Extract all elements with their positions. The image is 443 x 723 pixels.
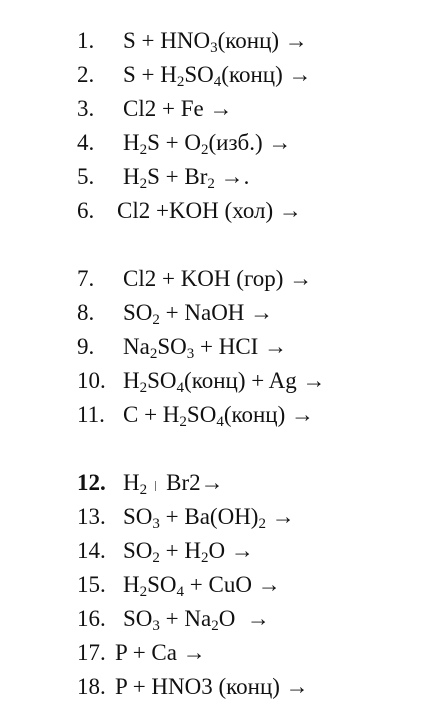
reaction-number: 14. (77, 538, 106, 563)
reaction-equation: $SO_3 + Na_2O$ → (123, 606, 270, 634)
reaction-equation: P + HNO3 (конц) → (115, 674, 309, 699)
reaction-number: 1. (77, 28, 95, 53)
reaction-row-11 (77, 400, 314, 430)
reaction-equation: $Na_2SO_3$ + HCI → (123, 334, 288, 362)
reaction-number: 18. (77, 674, 106, 699)
reaction-equation: Cl2 + KOH (гор) → (123, 266, 313, 291)
reaction-equation: P + Ca → (115, 640, 206, 665)
reaction-row-1 (77, 26, 308, 56)
reaction-row-14 (77, 536, 254, 566)
reaction-row-15 (77, 570, 281, 600)
reaction-row-18 (77, 672, 309, 702)
reaction-equation: $SO_2$ + NaOH → (123, 300, 274, 328)
reaction-number: 12. (77, 470, 106, 495)
reaction-number: 6. (77, 198, 95, 223)
reaction-number: 8. (77, 300, 95, 325)
reaction-equation: $H_2SO_4(конц) + Ag$ → (123, 368, 326, 396)
reaction-equation: $H_2S + O_2(изб.)$ → (123, 130, 292, 158)
reaction-row-9 (77, 332, 287, 362)
reaction-number: 9. (77, 334, 95, 359)
reaction-equation: $H_2SO_4$ + CuO → (123, 572, 281, 600)
reaction-equation: $H_2S + Br_2$ →. (123, 164, 250, 192)
reaction-row-13 (77, 502, 295, 532)
reaction-row-5 (77, 162, 249, 192)
reaction-number: 2. (77, 62, 95, 87)
reaction-equation: $S + HNO_3(конц)$ → (123, 28, 308, 56)
reaction-row-17 (77, 638, 206, 668)
reaction-row-7 (77, 264, 312, 294)
reaction-number: 16. (77, 606, 106, 631)
reaction-row-3 (77, 94, 232, 124)
reaction-equation: $SO_3 + Ba(OH)_2$ → (123, 504, 295, 532)
reaction-row-6 (77, 196, 302, 226)
reaction-row-2 (77, 60, 311, 90)
reaction-number: 15. (77, 572, 106, 597)
reaction-equation: $SO_2 + H_2O$ → (123, 538, 254, 566)
reaction-equation: Cl2 +KOH (хол) → (117, 198, 302, 223)
reaction-number: 11. (77, 402, 105, 427)
reaction-row-10 (77, 366, 326, 396)
reaction-number: 10. (77, 368, 106, 393)
reaction-number: 7. (77, 266, 95, 291)
reaction-row-12 (77, 468, 224, 498)
reaction-row-4 (77, 128, 291, 158)
reaction-number: 17. (77, 640, 106, 665)
reaction-number: 3. (77, 96, 95, 121)
reaction-number: 4. (77, 130, 95, 155)
reaction-equation: Cl2 + Fe → (123, 96, 233, 121)
reaction-number: 13. (77, 504, 106, 529)
stray-mark (155, 481, 156, 491)
reaction-row-16 (77, 604, 270, 634)
reaction-equation: $C + H_2SO_4(конц)$ → (123, 402, 315, 430)
reaction-row-8 (77, 298, 273, 328)
reaction-equation: $H_2$ Br2→ (123, 470, 224, 498)
reaction-equation: $S + H_2SO_4(конц)$ → (123, 62, 312, 90)
reaction-number: 5. (77, 164, 95, 189)
